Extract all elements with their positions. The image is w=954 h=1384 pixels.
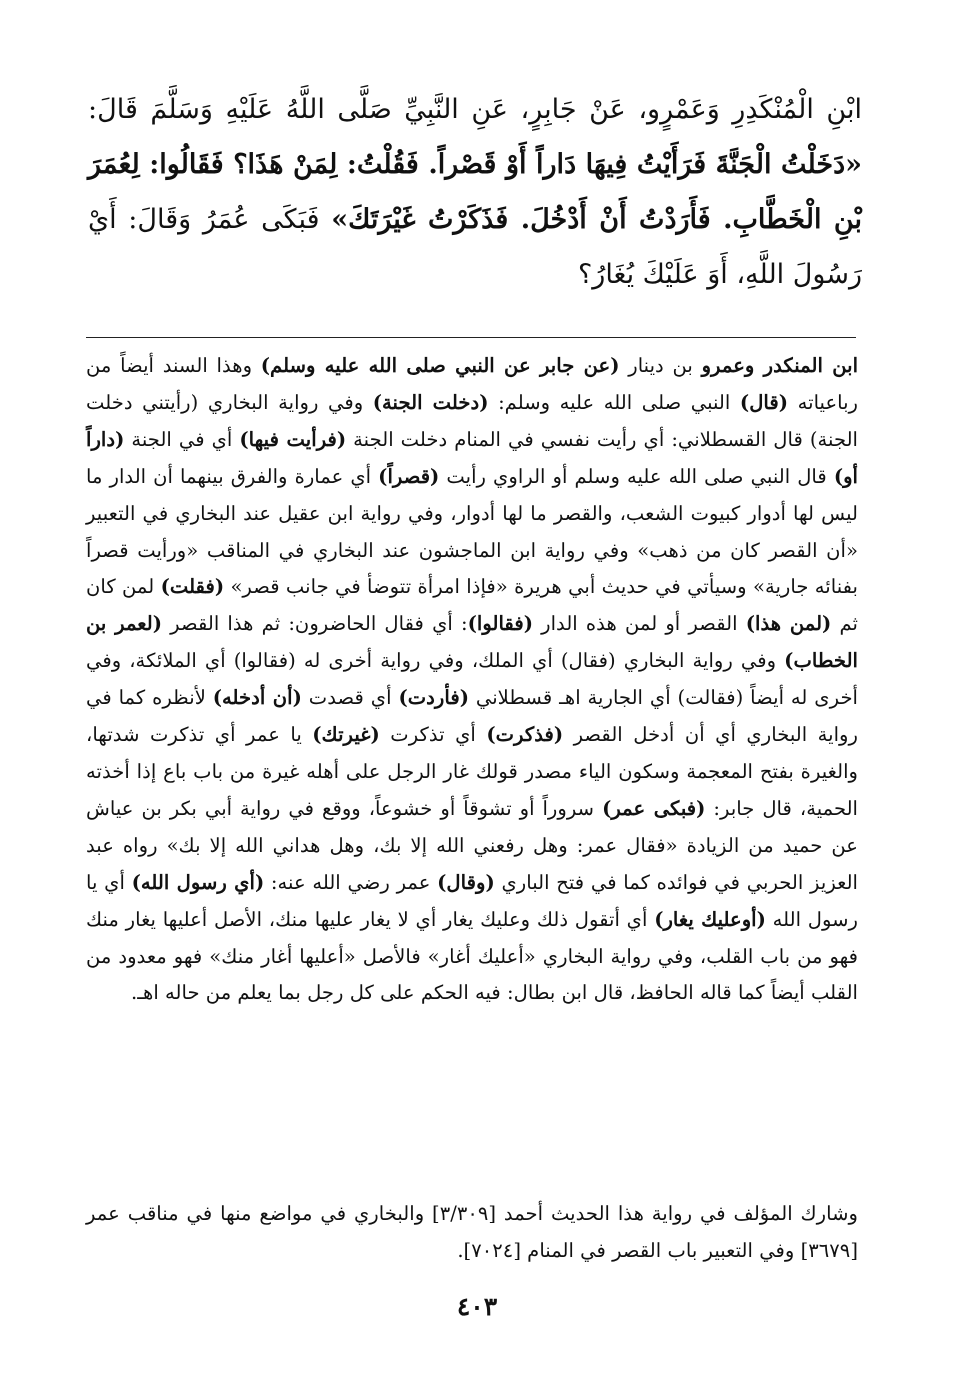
sources-note: وشارك المؤلف في رواية هذا الحديث أحمد [٣/٣٠٩] والبخاري في مواضع منها في مناقب عمر [٣٦٧٩] وفي التعبير باب القصر في المنام [٧٠٢٤]. [86,1202,858,1262]
commentary-quoted-term: (فبكى عمر) [602,796,706,820]
footnote-divider [86,337,856,338]
commentary-quoted-term: (غيرتك) [312,723,380,747]
commentary-run: لمن كان ثم [86,575,858,636]
hadith-prophet-quote: «دَخَلْتُ الْجَنَّةَ فَرَأَيْتُ فِيهَا دَاراً أَوْ قَصْراً. فَقُلْتُ: لِمَنْ هَذَا؟ فَقَالُوا: لِعُمَرَ بْنِ الْخَطَّابِ. فَأَرَدْتُ أَنْ أَدْخُلَ. فَذَكَرْتُ غَيْرَتَكَ» [88,149,863,235]
commentary-run: : أي فقال الحاضرون: ثم هذا القصر [161,612,468,636]
commentary-run: وفي رواية البخاري (فقال) أي الملك، وفي رواية أخرى له (فقالوا) أي الملائكة، وفي أخرى له أيضاً (فقالت) أي الجارية اهـ قسطلاني [86,649,858,710]
commentary-quoted-term: ابن المنكدر وعمرو [701,354,859,377]
hadith-umar-reply: فَبَكَى عُمَرُ وَقَالَ: أَيْ رَسُولَ اللَّهِ، أَوَ عَلَيْكَ يُغَارُ؟ [88,204,862,290]
page-number: ٤٠٣ [456,1292,498,1321]
commentary-run: سروراً أو تشوقاً أو خشوعاً، ووقع في رواية أبي بكر بن عياش عن حميد من الزيادة «فقال عمر: وهل رفعني الله إلا بك، وهل هداني الله إلا بك» رواه عبد العزيز الحربي في فوائده كما في فتح الباري [86,796,858,894]
commentary-quoted-term: (فقالوا) [467,612,533,636]
commentary-run: النبي صلى الله عليه وسلم: [488,390,740,414]
commentary-quoted-term: (دخلت الجنة) [372,390,489,414]
commentary-quoted-term: (داراً أو) [86,427,859,488]
commentary-quoted-term: (فقلت) [160,575,225,599]
commentary-quoted-term: (لعمر بن الخطاب) [86,612,858,673]
hadith-text [88,82,862,302]
commentary-run: أي تذكرت [379,723,487,747]
commentary-run: قال النبي صلى الله عليه وسلم أو الراوي رأيت [439,464,834,488]
commentary-run: أي عمارة والفرق بينهما أن الدار ما ليس لها أدوار كبيوت الشعب، والقصر ما لها أدوار، وفي رواية ابن عقيل عند البخاري في التعبير «أن القصر كان من ذهب» وفي رواية ابن الماجشون عند البخاري في المناقب «ورأيت قصراً بفنائه جارية» وسيأتي في حديث أبي هريرة «فإذا امرأة تتوضأ في جانب قصر» [86,464,859,599]
commentary-quoted-term: (أن أدخله) [212,686,302,710]
commentary-run: وهذا السند أيضاً من رباعياته [86,354,859,414]
commentary-quoted-term: (فذكرت) [486,723,564,747]
commentary-run: عمر رضي الله عنه: [264,870,438,894]
commentary-quoted-term: (لمن هذا) [745,612,832,636]
commentary-text [86,348,858,1012]
commentary-run: القصر أو لمن هذه الدار [532,612,746,636]
commentary-run: لأنظره كما في رواية البخاري أي أن أدخل القصر [86,686,858,747]
hadith-chain: ابْنِ الْمُنْكَدِرِ وَعَمْرٍو، عَنْ جَابِرٍ، عَنِ النَّبِيِّ صَلَّى اللَّهُ عَلَيْهِ وَسَلَّمَ قَالَ: [88,94,862,125]
commentary-quoted-term: (وقال) [437,870,495,894]
commentary-quoted-term: (قال) [739,390,789,414]
commentary-run: بن دينار [619,354,702,377]
commentary-quoted-term: (قصراً) [378,464,440,488]
commentary-run: أي قصدت [301,686,399,710]
commentary-quoted-term: (فرأيت فيها) [239,427,347,451]
commentary-quoted-term: (أي رسول الله) [131,870,265,894]
commentary-run: أي في الجنة [124,427,240,451]
commentary-run: يا عمر أي تذكرت شدتها، والغيرة بفتح المعجمة وسكون الياء مصدر قولك غار الرجل على أهله غيرة من باب باع إذا أخذته الحمية، قال جابر: [86,723,858,820]
commentary-run: أي أتقول ذلك وعليك يغار أي لا يغار عليها منك، الأصل أعليها يغار منك فهو من باب القلب، وفي رواية البخاري «أعليك أغار» فالأصل «أعليها أغار منك» فهو معدود من القلب أيضاً كما قاله الحافظ، قال ابن بطال: فيه الحكم على كل رجل بما يعلم من حاله اهـ. [86,907,858,1005]
commentary-quoted-term: (أوعليك يغار) [654,907,766,931]
commentary-quoted-term: (عن جابر عن النبي صلى الله عليه وسلم) [260,354,620,377]
commentary-run: وفي رواية البخاري (رأيتني دخلت الجنة) قال القسطلاني: أي رأيت نفسي في المنام دخلت الجنة [86,390,858,451]
commentary-run: أي يا رسول الله [86,870,858,931]
commentary-quoted-term: (فأردت) [398,686,469,710]
